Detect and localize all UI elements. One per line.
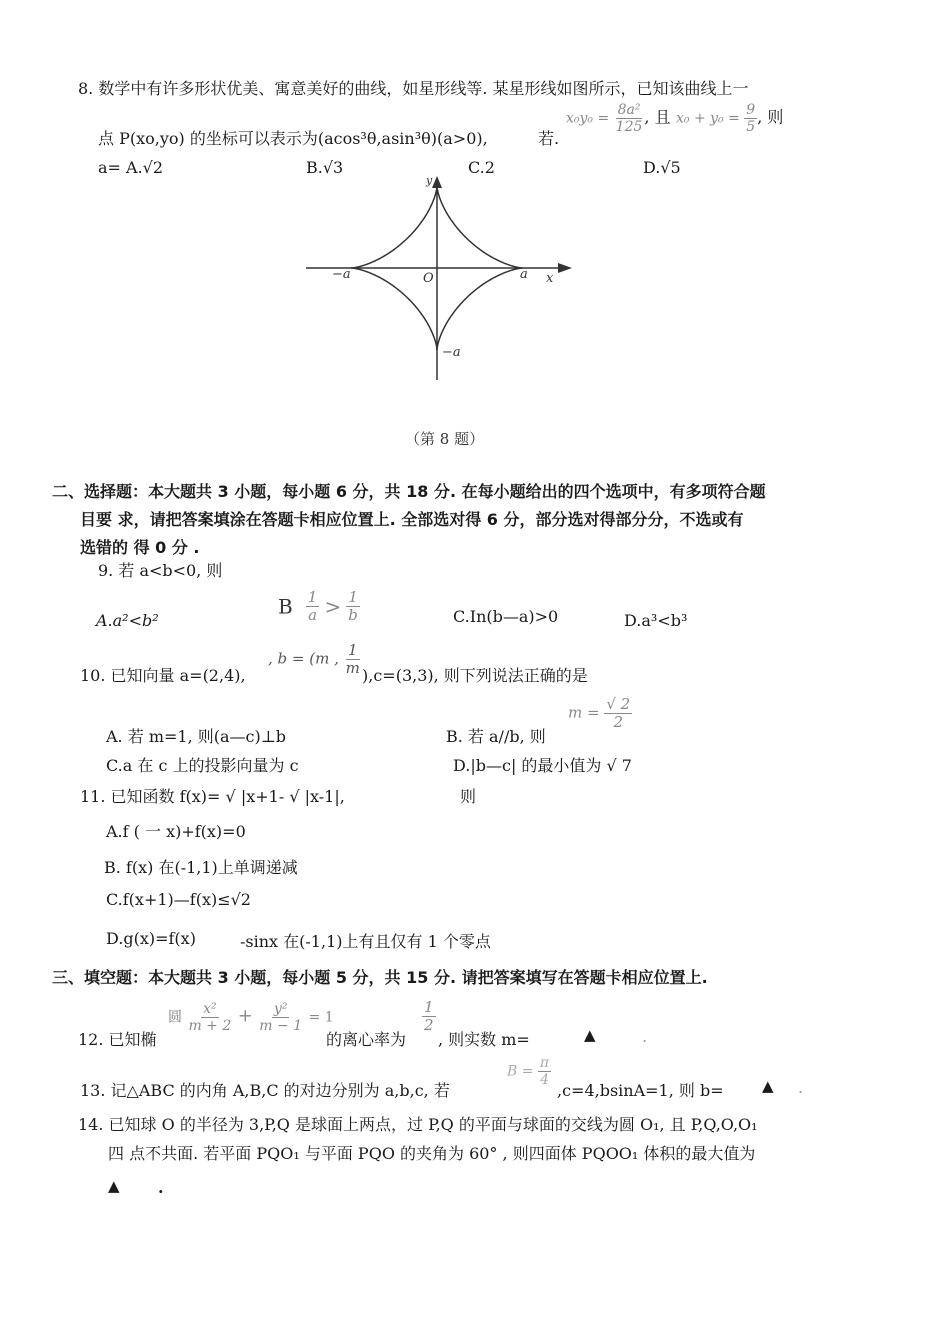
q13-dot: . bbox=[798, 1078, 804, 1097]
label-y: y bbox=[426, 174, 433, 187]
q10-vector-b-frac bbox=[344, 643, 362, 676]
q12-answer-triangle: ▲ bbox=[584, 1026, 596, 1044]
q13-stem-a: 13. 记△ABC 的内角 A,B,C 的对边分别为 a,b,c, 若 bbox=[80, 1081, 450, 1100]
q10-stem-a: 10. 已知向量 a=(2,4), bbox=[80, 666, 246, 685]
q13-angle-b-den: 4 bbox=[540, 1072, 549, 1088]
q11-stem: 11. 已知函数 f(x)= √ |x+1- √ |x-1|, bbox=[80, 787, 345, 806]
q10-option-b-formula bbox=[568, 697, 632, 730]
label-x: x bbox=[546, 271, 554, 286]
q9-frac-1 bbox=[306, 590, 320, 623]
q12-ellipse-formula bbox=[168, 1002, 334, 1033]
q9-frac-2 bbox=[346, 590, 360, 623]
q8-condition-1 bbox=[566, 103, 671, 134]
q8-choice-b: B.√3 bbox=[306, 158, 344, 177]
q11-option-b: B. f(x) 在(-1,1)上单调递减 bbox=[104, 858, 298, 877]
q8-cond1-fraction bbox=[614, 103, 645, 134]
q9-frac-1-num: 1 bbox=[307, 588, 318, 606]
q12-frac-y-num: y² bbox=[273, 1001, 288, 1017]
label-a-right: a bbox=[520, 267, 528, 282]
q12-stem-a: 12. 已知椭 bbox=[78, 1030, 157, 1049]
q14-line1: 14. 已知球 O 的半径为 3,P,Q 是球面上两点，过 P,Q 的平面与球面的交线为圆 O₁, 且 P,Q,O,O₁ bbox=[78, 1115, 758, 1134]
label-neg-a-left: −a bbox=[332, 267, 351, 282]
q10-vector-b-num: 1 bbox=[347, 641, 358, 659]
q12-stem-c: , 则实数 m= bbox=[438, 1030, 530, 1049]
q10-vector-b-text: , b = (m , bbox=[268, 649, 339, 668]
q13-angle-b-frac bbox=[538, 1056, 551, 1087]
q8-ruo: 若. bbox=[538, 129, 560, 148]
q14-dot: . bbox=[158, 1178, 164, 1197]
q8-choice-a: a= A.√2 bbox=[98, 158, 164, 177]
q12-eccentricity bbox=[422, 1000, 436, 1033]
q12-frac-y bbox=[257, 1002, 304, 1033]
q12-frac-x-num: x² bbox=[203, 1001, 217, 1017]
q8-cond2-den: 5 bbox=[746, 119, 756, 135]
q8-cond2-lhs: x₀ + y₀ = bbox=[676, 110, 740, 127]
q10-option-a: A. 若 m=1, 则(a—c)⊥b bbox=[106, 727, 287, 746]
q8-cond1-lhs: x₀y₀ = bbox=[566, 110, 610, 127]
q9-stem: 9. 若 a<b<0, 则 bbox=[98, 561, 223, 580]
q8-cond2-fraction bbox=[744, 103, 757, 134]
q12-stem-b: 的离心率为 bbox=[326, 1030, 407, 1049]
q8-cond2-tail: , 则 bbox=[757, 107, 784, 127]
q10-stem-b: ),c=(3,3), 则下列说法正确的是 bbox=[362, 666, 588, 685]
q12-plus: + bbox=[237, 1005, 253, 1027]
q12-e-frac bbox=[422, 1000, 436, 1033]
q9-option-d: D.a³<b³ bbox=[624, 611, 688, 630]
q10-option-b-lhs: m = bbox=[568, 703, 600, 722]
x-axis-arrow bbox=[558, 263, 572, 273]
q10-vector-b-den: m bbox=[345, 659, 360, 677]
q9-option-b-label: B bbox=[278, 594, 293, 619]
q8-choice-d: D.√5 bbox=[643, 158, 681, 177]
q8-condition-2 bbox=[676, 103, 783, 134]
q10-vector-b bbox=[268, 643, 362, 676]
q8-cond1-tail: , 且 bbox=[644, 107, 671, 127]
q9-frac-2-num: 1 bbox=[348, 588, 358, 606]
section2-line3: 选错的 得 0 分 . bbox=[80, 538, 200, 557]
q12-frac-y-den: m − 1 bbox=[259, 1018, 303, 1034]
q11-option-a: A.f ( 一 x)+f(x)=0 bbox=[106, 822, 246, 841]
q11-option-d-part1: D.g(x)=f(x) bbox=[106, 929, 196, 948]
q11-option-d-part2: -sinx 在(-1,1)上有且仅有 1 个零点 bbox=[240, 932, 491, 951]
q12-e-num: 1 bbox=[424, 998, 434, 1016]
q14-line2: 四 点不共面. 若平面 PQO₁ 与平面 PQO 的夹角为 60° , 则四面体 PQOO₁ 体积的最大值为 bbox=[108, 1144, 756, 1163]
q10-option-b-den: 2 bbox=[613, 713, 624, 731]
q12-equals-one: = 1 bbox=[308, 1009, 334, 1026]
q11-option-c: C.f(x+1)—f(x)≤√2 bbox=[106, 890, 251, 909]
q12-frac-x bbox=[186, 1002, 233, 1033]
q13-stem-b: ,c=4,bsinA=1, 则 b= bbox=[557, 1081, 724, 1100]
q13-angle-b-num: π bbox=[539, 1055, 550, 1071]
label-neg-a-bottom: −a bbox=[442, 345, 461, 360]
q10-option-b-frac bbox=[604, 697, 632, 730]
q12-frac-x-den: m + 2 bbox=[188, 1018, 232, 1034]
q9-option-c: C.In(b—a)>0 bbox=[453, 607, 559, 626]
q13-angle-b bbox=[507, 1056, 551, 1087]
q8-line2: 点 P(xo,yo) 的坐标可以表示为(acos³θ,asin³θ)(a>0), bbox=[98, 129, 488, 148]
q10-option-b-num: √ 2 bbox=[606, 695, 631, 713]
q12-e-den: 2 bbox=[424, 1016, 434, 1034]
q8-choice-c: C.2 bbox=[468, 158, 495, 177]
q14-answer-triangle: ▲ bbox=[108, 1177, 120, 1195]
section2-line2: 目要 求，请把答案填涂在答题卡相应位置上. 全部选对得 6 分，部分选对得部分分，不选或有 bbox=[80, 510, 744, 529]
section3-line1: 三、填空题：本大题共 3 小题，每小题 5 分，共 15 分. 请把答案填写在答题卡相应位置上. bbox=[52, 968, 708, 987]
label-origin: O bbox=[423, 271, 434, 286]
q13-answer-triangle: ▲ bbox=[762, 1077, 774, 1095]
q13-angle-b-lhs: B = bbox=[507, 1063, 534, 1080]
section2-line1: 二、选择题：本大题共 3 小题，每小题 6 分，共 18 分. 在每小题给出的四个选项中，有多项符合题 bbox=[52, 482, 766, 501]
q8-cond1-num: 8a² bbox=[617, 102, 641, 118]
astroid-figure bbox=[290, 174, 590, 386]
q10-option-b: B. 若 a//b, 则 bbox=[446, 727, 546, 746]
q9-gt-sign: > bbox=[324, 594, 342, 619]
q11-stem-tail: 则 bbox=[460, 787, 477, 806]
q8-cond1-den: 125 bbox=[615, 119, 643, 135]
q9-frac-1-den: a bbox=[308, 606, 318, 624]
q9-option-a: A.a²<b² bbox=[96, 611, 159, 630]
q12-dot: . bbox=[642, 1027, 648, 1046]
q12-yuan: 圆 bbox=[168, 1009, 182, 1026]
q10-option-c: C.a 在 c 上的投影向量为 c bbox=[106, 756, 299, 775]
q10-option-d: D.|b—c| 的最小值为 √ 7 bbox=[453, 756, 632, 775]
q9-frac-2-den: b bbox=[348, 606, 358, 624]
q8-cond2-num: 9 bbox=[746, 102, 756, 118]
q9-option-b bbox=[278, 590, 360, 623]
q8-line1: 8. 数学中有许多形状优美、寓意美好的曲线，如星形线等. 某星形线如图所示，已知该曲线上一 bbox=[78, 79, 749, 98]
figure-caption: （第 8 题） bbox=[405, 430, 485, 448]
